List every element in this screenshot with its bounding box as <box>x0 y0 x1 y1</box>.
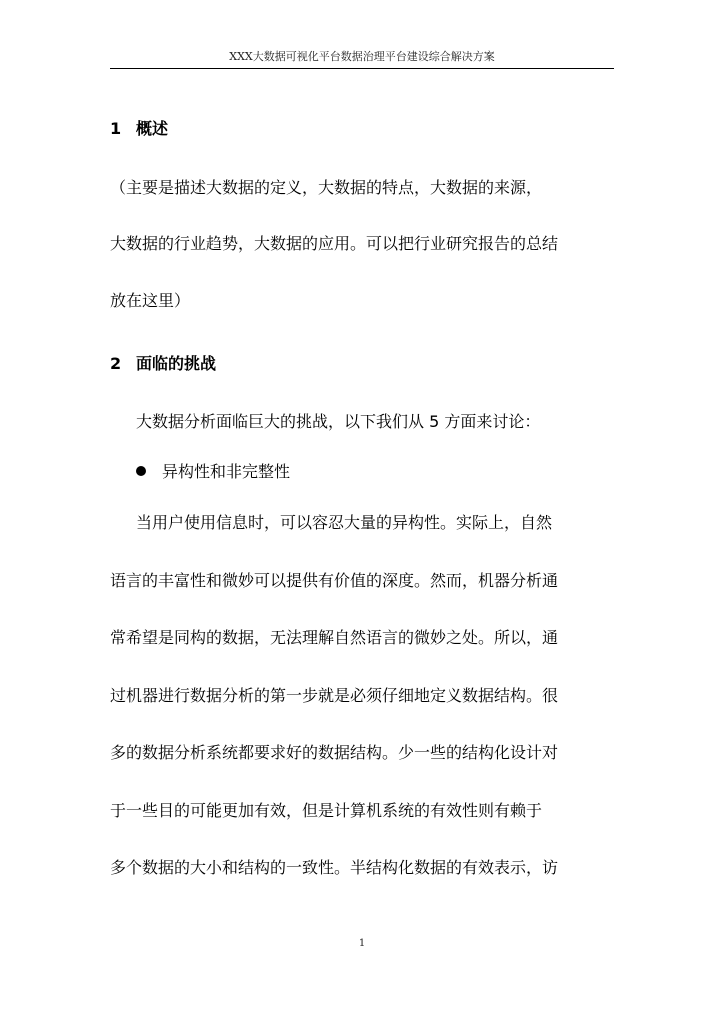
paragraph-line-6: 于一些目的可能更加有效，但是计算机系统的有效性则有赖于 <box>110 801 543 820</box>
paragraph-line-7: 多个数据的大小和结构的一致性。半结构化数据的有效表示，访 <box>110 858 559 877</box>
header-title: XXX大数据可视化平台数据治理平台建设综合解决方案 <box>229 50 495 63</box>
section-2-intro: 大数据分析面临巨大的挑战，以下我们从 5 方面来讨论： <box>136 412 541 431</box>
paragraph-line-2: 语言的丰富性和微妙可以提供有价值的深度。然而，机器分析通 <box>110 571 559 590</box>
bullet-dot-icon <box>136 466 146 476</box>
section-1-line-2: 大数据的行业趋势，大数据的应用。可以把行业研究报告的总结 <box>110 234 559 253</box>
paragraph-line-1: 当用户使用信息时，可以容忍大量的异构性。实际上，自然 <box>136 513 553 532</box>
paragraph-line-5: 多的数据分析系统都要求好的数据结构。少一些的结构化设计对 <box>110 743 559 762</box>
bullet-text: 异构性和非完整性 <box>162 462 291 481</box>
section-1-number: 1 <box>110 119 122 138</box>
bullet-item <box>136 461 290 483</box>
section-2-title: 面临的挑战 <box>136 354 217 373</box>
paragraph-line-4: 过机器进行数据分析的第一步就是必须仔细地定义数据结构。很 <box>110 686 559 705</box>
section-1-line-1: （主要是描述大数据的定义，大数据的特点，大数据的来源， <box>110 178 543 197</box>
section-2-number: 2 <box>110 354 122 373</box>
section-1-line-3: 放在这里） <box>110 291 191 310</box>
section-1-title: 概述 <box>136 119 169 138</box>
page-number: 1 <box>358 938 366 949</box>
section-2-heading <box>110 353 216 375</box>
paragraph-line-3: 常希望是同构的数据，无法理解自然语言的微妙之处。所以，通 <box>110 628 559 647</box>
page-header <box>110 50 614 69</box>
section-1-heading <box>110 118 168 140</box>
